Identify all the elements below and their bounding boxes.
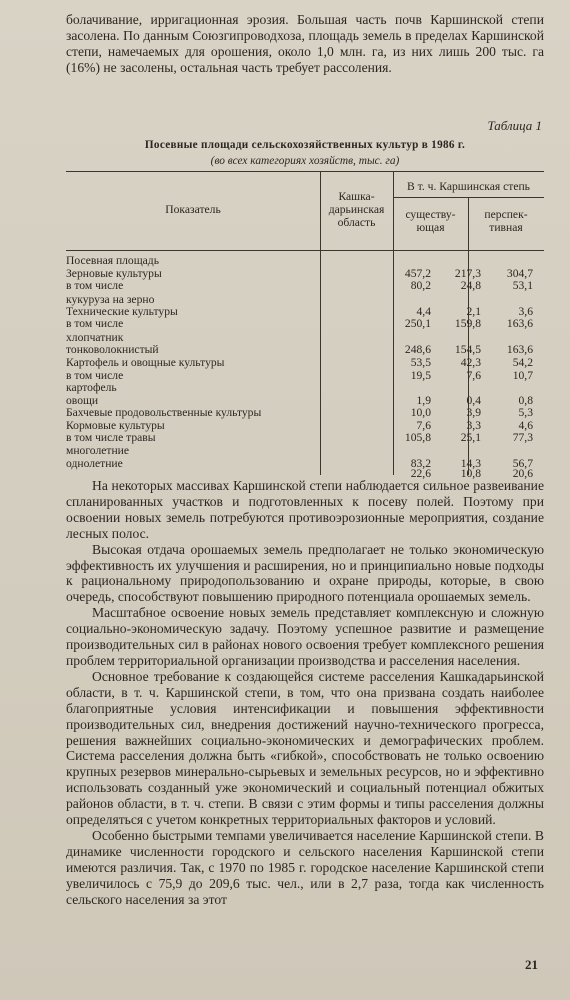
table-row bbox=[66, 370, 544, 382]
region-value: 248,6 bbox=[404, 343, 431, 356]
row-label: в том числе bbox=[66, 369, 124, 382]
existing-value: 42,3 bbox=[460, 356, 481, 369]
paragraph: Основное требование к создающейся системе расселения Кашкадарьинской области, в т. ч. Каршинской степи, в том, что она призвана создать наиболее благоприятные условия интенсификации и повышения эффективности производительных сил, внедрения достижений научно-технического прогресса, решения важнейших социально-экономических и демографических проблем. Система расселения должна быть «гибкой», способствовать не только освоению крупных резервов минерально-сырьевых и земельных ресурсов, но и эффективно использовать созданный уже экономический и социальный потенциал обжитых районов области, в т. ч. степи. В связи с этим формы и типы расселения должны определяться с учетом конкретных территориальных факторов и условий. bbox=[66, 668, 544, 828]
region-value: 19,5 bbox=[410, 369, 431, 382]
row-label: в том числе bbox=[66, 279, 124, 292]
top-paragraph: болачивание, ирригационная эрозия. Большая часть почв Каршинской степи засолена. По данным Союзгипроводхоза, площадь земель в пределах Каршинской степи, намечаемых для орошения, около 1,0 млн. га, из них лишь 200 тыс. га (16%) не засолены, остальная часть требует рассоления. bbox=[66, 12, 544, 75]
top-paragraph-block bbox=[66, 12, 544, 76]
table-row bbox=[66, 357, 544, 369]
page-number: 21 bbox=[525, 957, 538, 972]
header-prospective-line: перспек- bbox=[484, 208, 528, 221]
table-row bbox=[66, 407, 544, 419]
existing-value: 25,1 bbox=[460, 431, 481, 444]
header-prospective-line: тивная bbox=[489, 221, 523, 234]
row-label: Посевная площадь bbox=[66, 254, 159, 267]
prospective-value: 304,7 bbox=[506, 267, 533, 280]
prospective-value: 3,6 bbox=[518, 305, 533, 318]
paragraph: Особенно быстрыми темпами увеличивается население Каршинской степи. В динамике численности городского и сельского населения Каршинской степи имеются различия. Так, с 1970 по 1985 г. городское население Каршинской степи увеличилось с 75,9 до 209,6 тыс. чел., или в 2,7 раза, тогда как численность сельского населения за этот bbox=[66, 827, 544, 907]
header-existing bbox=[393, 208, 468, 234]
prospective-value: 20,6 bbox=[512, 467, 533, 480]
row-label: хлопчатник bbox=[66, 331, 124, 344]
existing-value: 24,8 bbox=[460, 279, 481, 292]
existing-value: 3,9 bbox=[466, 406, 481, 419]
prospective-value: 0,8 bbox=[518, 394, 533, 407]
row-label: многолетние bbox=[66, 444, 130, 457]
region-value: 4,4 bbox=[416, 305, 431, 318]
header-prospective bbox=[468, 208, 544, 234]
region-value: 7,6 bbox=[416, 419, 431, 432]
row-label: Картофель и овощные культуры bbox=[66, 356, 225, 369]
prospective-value: 53,1 bbox=[512, 279, 533, 292]
row-label: однолетние bbox=[66, 457, 123, 470]
region-value: 1,9 bbox=[416, 394, 431, 407]
prospective-value: 163,6 bbox=[506, 343, 533, 356]
region-value: 83,2 bbox=[410, 457, 431, 470]
row-label: кукуруза на зерно bbox=[66, 293, 155, 306]
prospective-value: 4,6 bbox=[518, 419, 533, 432]
existing-value: 154,5 bbox=[454, 343, 481, 356]
existing-value: 0,4 bbox=[466, 394, 481, 407]
header-region bbox=[320, 190, 393, 229]
row-label: Кормовые культуры bbox=[66, 419, 165, 432]
table-subtitle: (во всех категориях хозяйств, тыс. га) bbox=[210, 155, 400, 167]
table-row bbox=[66, 382, 544, 394]
row-label: Технические культуры bbox=[66, 305, 178, 318]
table-row bbox=[66, 280, 544, 292]
row-label: картофель bbox=[66, 381, 117, 394]
prospective-value: 54,2 bbox=[512, 356, 533, 369]
region-value: 22,6 bbox=[410, 467, 431, 480]
existing-value: 3,3 bbox=[466, 419, 481, 432]
main-text bbox=[66, 478, 544, 907]
region-value: 10,0 bbox=[410, 406, 431, 419]
existing-value: 14,3 bbox=[460, 457, 481, 470]
table-row bbox=[66, 432, 544, 444]
header-region-line: область bbox=[337, 216, 376, 229]
existing-value: 159,8 bbox=[454, 317, 481, 330]
table-row bbox=[66, 318, 544, 330]
existing-value: 217,3 bbox=[454, 267, 481, 280]
table-row bbox=[66, 255, 544, 267]
prospective-value: 77,3 bbox=[512, 431, 533, 444]
prospective-value: 163,6 bbox=[506, 317, 533, 330]
header-existing-line: ющая bbox=[416, 221, 445, 234]
paragraph: Высокая отдача орошаемых земель предполагает не только экономическую эффективность их улучшения и расширения, но и принципиально новые подходы к рациональному природопользованию и охране природы, которые, в свою очередь, способствуют повышению природного потенциала орошаемых земель. bbox=[66, 541, 544, 605]
table-header bbox=[66, 171, 544, 251]
header-region-line: дарьинская bbox=[328, 203, 385, 216]
header-existing-line: существу- bbox=[405, 208, 456, 221]
existing-value: 10,8 bbox=[460, 467, 481, 480]
prospective-value: 56,7 bbox=[512, 457, 533, 470]
row-label: Бахчевые продовольственные культуры bbox=[66, 406, 262, 419]
region-value: 105,8 bbox=[404, 431, 431, 444]
paragraph: Масштабное освоение новых земель представляет комплексную и сложную социально-экономическую задачу. Поэтому успешное развитие и размещение производительных сил в районах нового освоения требует комплексного решения проблем территориальной организации производства и расселения населения. bbox=[66, 605, 544, 668]
region-value: 53,5 bbox=[410, 356, 431, 369]
region-value: 80,2 bbox=[410, 279, 431, 292]
row-label: Зерновые культуры bbox=[66, 267, 162, 280]
table-number: Таблица 1 bbox=[487, 118, 542, 133]
header-region-line: Кашка- bbox=[338, 190, 375, 203]
prospective-value: 5,3 bbox=[518, 406, 533, 419]
existing-value: 2,1 bbox=[466, 305, 481, 318]
row-label: овощи bbox=[66, 394, 99, 407]
region-value: 250,1 bbox=[404, 317, 431, 330]
paragraph: На некоторых массивах Каршинской степи наблюдается сильное развеивание спланированных участков и подготовленных к посеву полей. Поэтому при освоении новых земель потребуются противоэрозионные мероприятия, создание лесных полос. bbox=[66, 478, 544, 541]
header-indicator: Показатель bbox=[165, 203, 221, 216]
row-label: тонковолокнистый bbox=[66, 343, 159, 356]
existing-value: 7,6 bbox=[466, 369, 481, 382]
table-title: Посевные площади сельскохозяйственных культур в 1986 г. bbox=[144, 139, 466, 151]
table-row bbox=[66, 344, 544, 356]
table-row bbox=[66, 445, 544, 457]
prospective-value: 10,7 bbox=[512, 369, 533, 382]
table-body bbox=[66, 249, 544, 480]
row-label: в том числе травы bbox=[66, 431, 156, 444]
row-label: в том числе bbox=[66, 317, 124, 330]
header-group: В т. ч. Каршинская степь bbox=[407, 180, 530, 193]
region-value: 457,2 bbox=[404, 267, 431, 280]
